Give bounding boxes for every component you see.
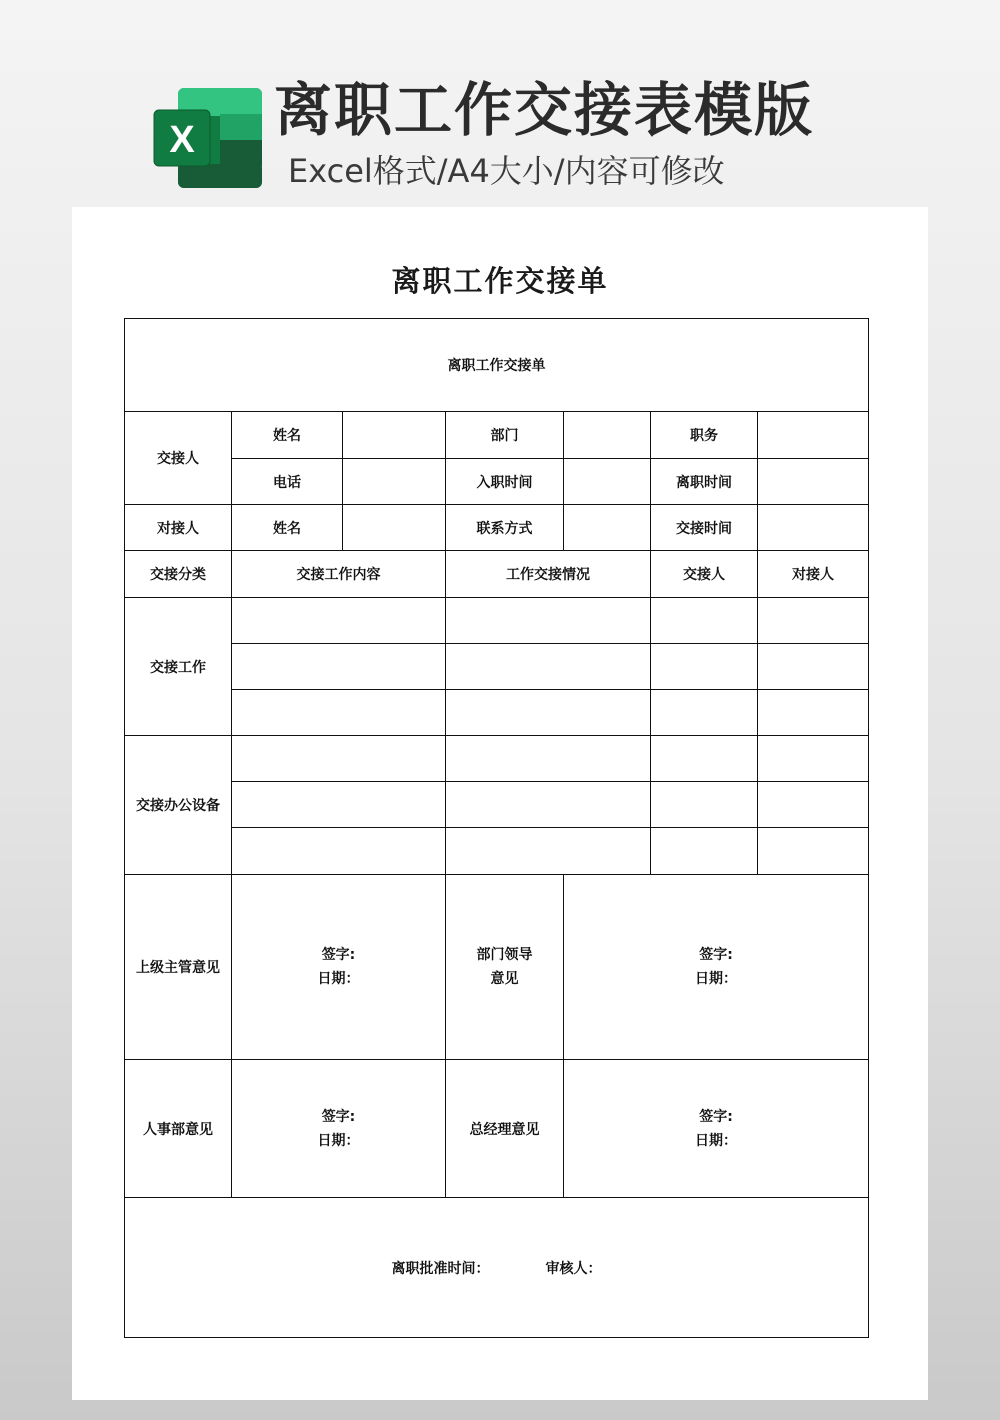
banner	[0, 0, 1000, 205]
work-content-cell[interactable]	[232, 644, 446, 690]
position-label: 职务	[651, 412, 758, 459]
dept-leader-signature-cell[interactable]	[564, 875, 869, 1060]
date-label: 日期：	[317, 1132, 360, 1149]
banner-subtitle: Excel格式/A4大小/内容可修改	[288, 152, 725, 190]
banner-title: 离职工作交接表模版	[274, 76, 815, 144]
work-content-cell[interactable]	[232, 690, 446, 736]
sign-label: 签字:	[321, 947, 356, 963]
department-input-cell[interactable]	[564, 412, 651, 459]
hr-opinion-label: 人事部意见	[125, 1060, 232, 1198]
hr-signature-cell[interactable]	[232, 1060, 446, 1198]
equipment-handover-person-cell[interactable]	[651, 736, 758, 782]
equipment-handover-person-cell[interactable]	[651, 828, 758, 875]
supervisor-opinion-label: 上级主管意见	[125, 875, 232, 1060]
col-handover-status: 工作交接情况	[446, 551, 651, 598]
position-input-cell[interactable]	[758, 412, 869, 459]
equipment-content-cell[interactable]	[232, 736, 446, 782]
equipment-status-cell[interactable]	[446, 782, 651, 828]
leave-date-input-cell[interactable]	[758, 459, 869, 505]
work-receiver-cell[interactable]	[758, 690, 869, 736]
equipment-content-cell[interactable]	[232, 782, 446, 828]
work-status-cell[interactable]	[446, 690, 651, 736]
sign-label: 签字:	[699, 1108, 733, 1125]
approval-footer	[127, 1258, 866, 1278]
approval-time-label: 离职批准时间：	[391, 1260, 490, 1277]
section-office-equipment: 交接办公设备	[125, 736, 232, 875]
sign-label: 签字:	[699, 947, 733, 963]
work-receiver-cell[interactable]	[758, 598, 869, 644]
receiver-name-label: 姓名	[232, 505, 343, 551]
supervisor-signature-cell[interactable]	[232, 875, 446, 1060]
reviewer-label: 审核人：	[545, 1260, 602, 1277]
sign-label: 签字:	[321, 1108, 356, 1125]
receiver-name-input-cell[interactable]	[343, 505, 446, 551]
approval-footer-cell[interactable]	[125, 1198, 869, 1338]
hire-date-label: 入职时间	[446, 459, 564, 505]
handover-time-label: 交接时间	[651, 505, 758, 551]
work-status-cell[interactable]	[446, 598, 651, 644]
name-label: 姓名	[232, 412, 343, 459]
date-label: 日期：	[695, 971, 738, 987]
equipment-status-cell[interactable]	[446, 828, 651, 875]
dept-leader-label-line1: 部门领导	[476, 947, 533, 963]
handover-time-input-cell[interactable]	[758, 505, 869, 551]
work-status-cell[interactable]	[446, 644, 651, 690]
phone-input-cell[interactable]	[343, 459, 446, 505]
date-label: 日期：	[695, 1132, 738, 1149]
equipment-receiver-cell[interactable]	[758, 828, 869, 875]
contact-label: 联系方式	[446, 505, 564, 551]
work-handover-person-cell[interactable]	[651, 598, 758, 644]
gm-signature-cell[interactable]	[564, 1060, 869, 1198]
work-handover-person-cell[interactable]	[651, 690, 758, 736]
col-work-content: 交接工作内容	[232, 551, 446, 598]
equipment-status-cell[interactable]	[446, 736, 651, 782]
col-handover-person: 交接人	[651, 551, 758, 598]
col-category: 交接分类	[125, 551, 232, 598]
form-sheet	[72, 207, 928, 1400]
sheet-title: 离职工作交接单	[391, 264, 609, 298]
handover-form-table	[124, 318, 869, 1338]
work-handover-person-cell[interactable]	[651, 644, 758, 690]
section-handover-work: 交接工作	[125, 598, 232, 736]
name-input-cell[interactable]	[343, 412, 446, 459]
dept-leader-label-line2: 意见	[490, 971, 519, 987]
hire-date-input-cell[interactable]	[564, 459, 651, 505]
handover-person-label: 交接人	[125, 412, 232, 505]
date-label: 日期：	[317, 971, 360, 987]
excel-logo-icon	[152, 86, 264, 190]
leave-date-label: 离职时间	[651, 459, 758, 505]
department-label: 部门	[446, 412, 564, 459]
work-receiver-cell[interactable]	[758, 644, 869, 690]
equipment-content-cell[interactable]	[232, 828, 446, 875]
dept-leader-opinion-label	[446, 875, 564, 1060]
contact-input-cell[interactable]	[564, 505, 651, 551]
equipment-receiver-cell[interactable]	[758, 736, 869, 782]
col-receiver: 对接人	[758, 551, 869, 598]
equipment-handover-person-cell[interactable]	[651, 782, 758, 828]
excel-logo-letter: X	[169, 119, 195, 161]
phone-label: 电话	[232, 459, 343, 505]
gm-opinion-label: 总经理意见	[446, 1060, 564, 1198]
equipment-receiver-cell[interactable]	[758, 782, 869, 828]
work-content-cell[interactable]	[232, 598, 446, 644]
form-header: 离职工作交接单	[125, 319, 869, 412]
receiver-label: 对接人	[125, 505, 232, 551]
